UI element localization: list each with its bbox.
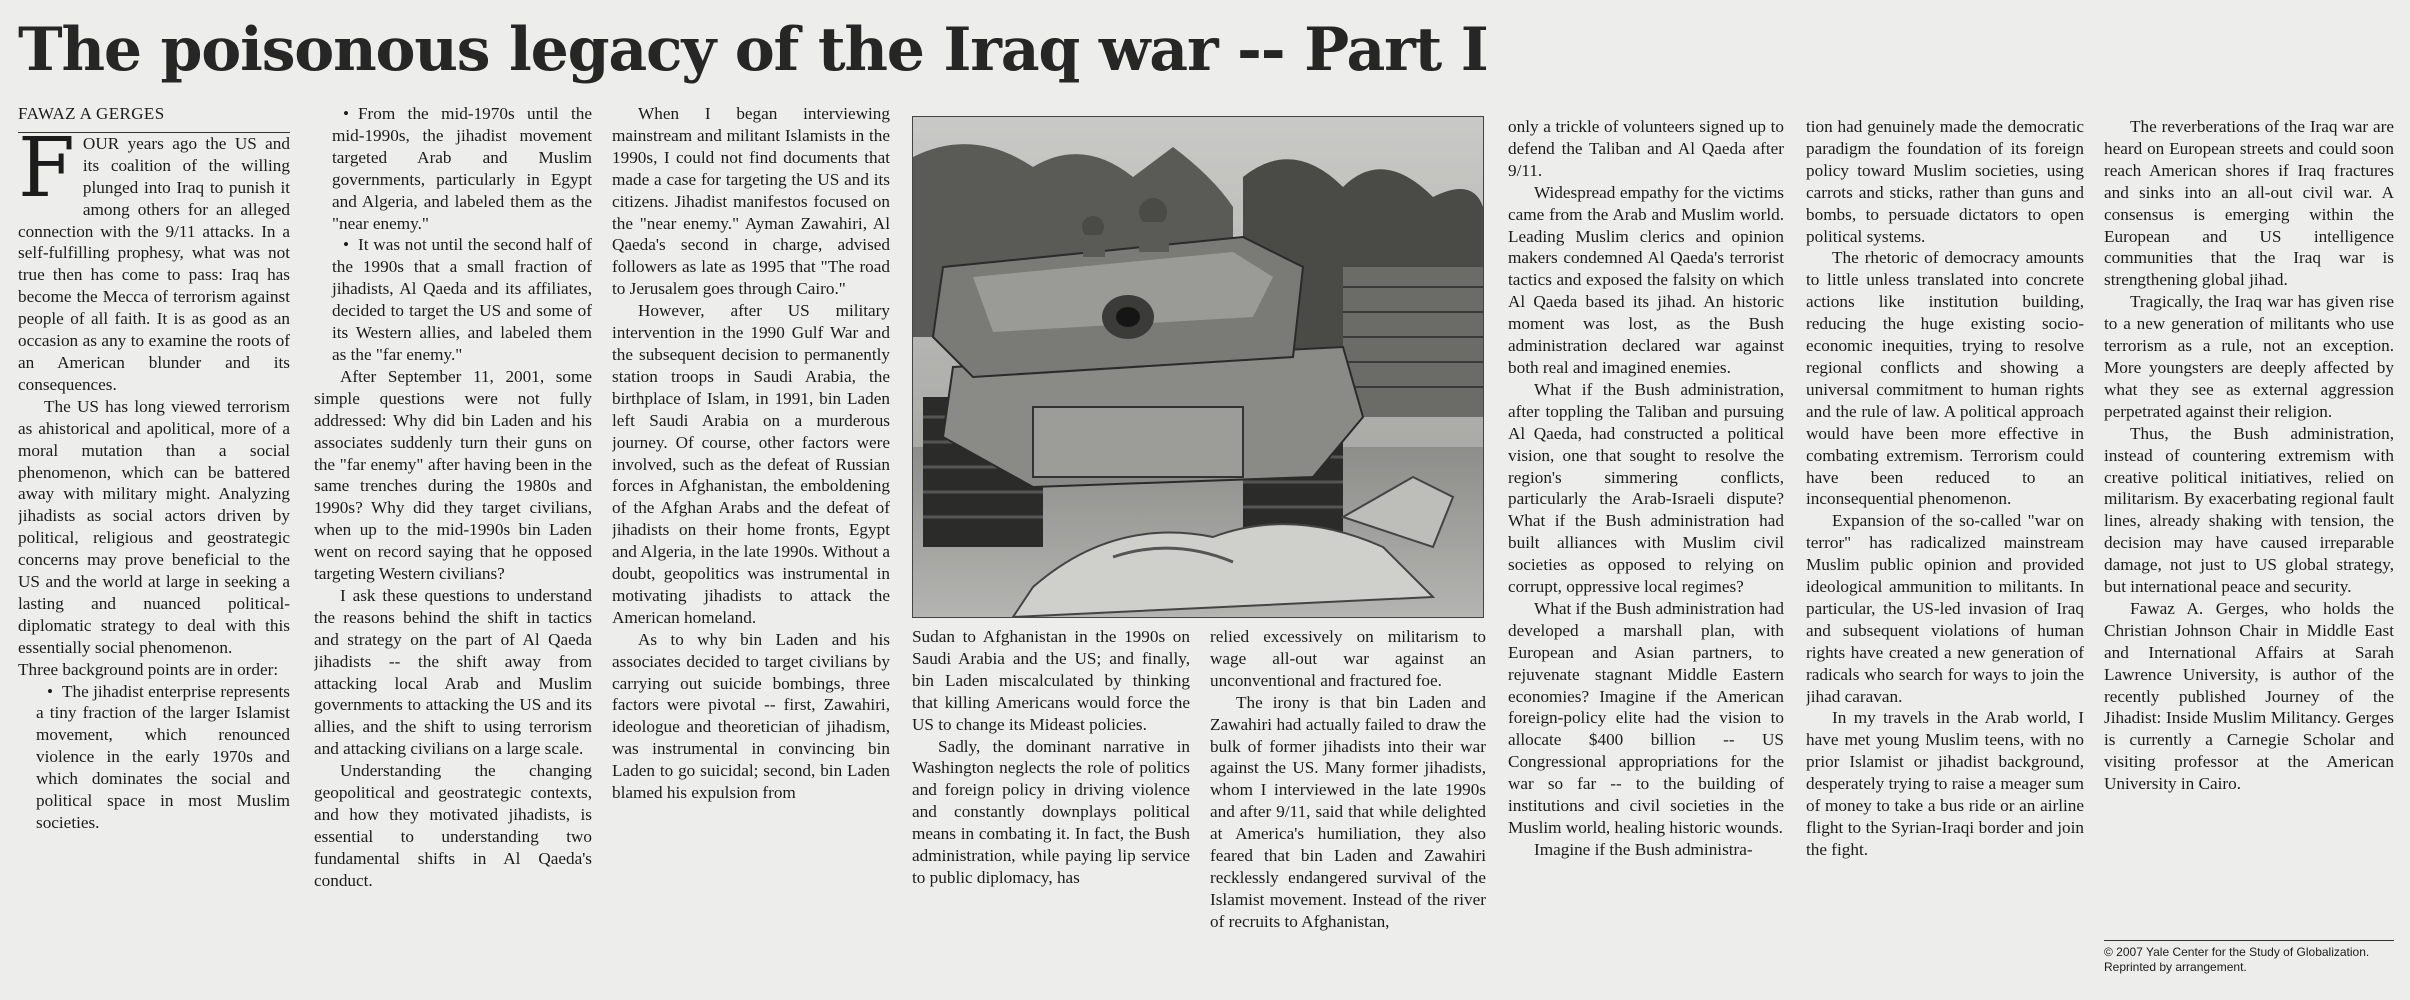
credit-line: Reprinted by arrangement. <box>2104 960 2247 974</box>
headline: The poisonous legacy of the Iraq war -- Part I <box>18 15 1488 85</box>
lead-text: OUR years ago the US and its coalition of the willing plunged into Iraq to punish it among others for an alleged connection with the 9/11 attacks. In a self-fulfilling prophesy, what was not true then has come to pass: Iraq has become the Mecca of terrorism against people of all faith. It is as good as an occasion as any to examine the roots of an American blunder and its consequences. <box>18 133 290 394</box>
article-column-1 <box>18 103 290 968</box>
article-column-7 <box>1806 116 2084 981</box>
paragraph: The US has long viewed terrorism as ahistorical and apolitical, more of a moral mutation than a social phenomenon, which can be battered away with military might. Analyzing jihadists as social actors driven by political, religious and geostrategic concerns may prove beneficial to the US and the world at large in seeking a lasting and nuanced political-diplomatic strategy to deal with this essentially social phenomenon. <box>18 396 290 657</box>
paragraph: Understanding the changing geopolitical and geostrategic contexts, and how they motivated jihadists, is essential to understanding two fundamental shifts in Al Qaeda's conduct. <box>314 761 592 890</box>
copyright-credit <box>2104 940 2394 975</box>
paragraph: tion had genuinely made the democratic paradigm the foundation of its foreign policy toward Muslim societies, using carrots and sticks, rather than guns and bombs, to persuade dictators to open political systems. <box>1806 117 2084 246</box>
paragraph: The irony is that bin Laden and Zawahiri had actually failed to draw the bulk of former jihadists into their war against the US. Many former jihadists, whom I interviewed in the late 1990s and after 9/11, said that while delighted at America's humiliation, they also feared that bin Laden and Zawahiri recklessly endangered survival of the Islamist movement. Instead of the river of recruits to Afghanistan, <box>1210 692 1486 931</box>
paragraph: The rhetoric of democracy amounts to little unless translated into concrete actions like institution building, reducing the huge existing socio-economic inequities, trying to resolve regional conflicts and showing a universal commitment to human rights and the rule of law. A political approach would have been more effective in combating extremism. Terrorism could have been reduced to an inconsequential phenomenon. <box>1806 248 2084 509</box>
paragraph: After September 11, 2001, some simple questions were not fully addressed: Why did bin Laden and his associates suddenly turn their guns on the "far enemy" after having been in the same trenches during the 1980s and 1990s? Why did they target civilians, when up to the mid-1990s bin Laden went on record saying that he opposed targeting Western civilians? <box>314 366 592 584</box>
paragraph: The reverberations of the Iraq war are heard on European streets and could soon reach American shores if Iraq fractures and sinks into an all-out civil war. A consensus is emerging within the European and US intelligence communities that the Iraq war is strengthening global jihad. <box>2104 117 2394 290</box>
paragraph: When I began interviewing mainstream and militant Islamists in the 1990s, I could not find documents that made a case for targeting the US and its citizens. Jihadist manifestos focused on the "near enemy." Ayman Zawahiri, Al Qaeda's second in charge, advised followers as late as 1995 that "The road to Jerusalem goes through Cairo." <box>612 104 890 299</box>
paragraph: Expansion of the so-called "war on terror" has radicalized mainstream Muslim public opinion and provided ideological ammunition to militants. In particular, the US-led invasion of Iraq and subsequent violations of human rights have created a new generation of radicals who search for ways to join the jihad caravan. <box>1806 511 2084 706</box>
article-column-2 <box>314 103 592 968</box>
tank-photo <box>912 116 1484 618</box>
byline: FAWAZ A GERGES <box>18 103 290 133</box>
paragraph: However, after US military intervention in the 1990 Gulf War and the subsequent decision to permanently station troops in Saudi Arabia, the birthplace of Islam, in 1991, bin Laden left Saudi Arabia on a murderous journey. Of course, other factors were involved, such as the defeat of Russian forces in Afghanistan, the emboldening of the Afghan Arabs and the defeat of jihadists on their home fronts, Egypt and Algeria, in the late 1990s. Without a doubt, geopolitics was instrumental in motivating jihadists to attack the American homeland. <box>612 301 890 627</box>
paragraph: Thus, the Bush administration, instead of countering extremism with creative political initiatives, relied on militarism. By exacerbating regional fault lines, already shaking with tension, the decision may have caused irreparable damage, not just to US global strategy, but international peace and security. <box>2104 423 2394 597</box>
paragraph: Widespread empathy for the victims came from the Arab and Muslim world. Leading Muslim clerics and opinion makers condemned Al Qaeda's terrorist tactics and exposed the falsity on which Al Qaeda based its jihad. An historic moment was lost, as the Bush administration declared war against both real and imagined enemies. <box>1508 182 1784 377</box>
article-column-3 <box>612 103 890 968</box>
paragraph: Sadly, the dominant narrative in Washington neglects the role of politics and foreign policy in driving violence and constantly downplays political means in combating it. In fact, the Bush administration, while paying lip service to public diplomacy, has <box>912 736 1190 887</box>
article-column-6 <box>1508 116 1784 981</box>
paragraph: As to why bin Laden and his associates decided to target civilians by carrying out suicide bombings, three factors were pivotal -- first, Zawahiri, ideologue and theoretician of jihadism, was instrumental in convincing bin Laden to go suicidal; second, bin Laden blamed his expulsion from <box>612 629 890 803</box>
bullet-point: • It was not until the second half of the 1990s that a small fraction of jihadists, Al Qaeda and its affiliates, decided to target the US and some of its Western allies, and labeled them as the "far enemy." <box>314 234 592 365</box>
bullet-point: • From the mid-1970s until the mid-1990s, the jihadist movement targeted Arab and Muslim governments, particularly in Egypt and Algeria, and labeled them as the "near enemy." <box>314 103 592 234</box>
bullet-point: • The jihadist enterprise represents a tiny fraction of the larger Islamist movement, which renounced violence in the early 1970s and which dominates the social and political space in most Muslim societies. <box>18 681 290 834</box>
paragraph: Imagine if the Bush administra- <box>1534 839 1753 859</box>
paragraph: Sudan to Afghanistan in the 1990s on Saudi Arabia and the US; and finally, bin Laden miscalculated by thinking that killing Americans would force the US to change its Mideast policies. <box>912 627 1190 734</box>
paragraph: What if the Bush administration had developed a marshall plan, with European and Asian partners, to rejuvenate stagnant Middle Eastern economies? Imagine if the American foreign-policy elite had the vision to allocate $400 billion -- US Congressional appropriations for the war so far -- to the building of institutions and civil societies in the Muslim world, healing historic wounds. <box>1508 598 1784 837</box>
paragraph: Three background points are in order: <box>18 659 279 679</box>
paragraph: In my travels in the Arab world, I have met young Muslim teens, with no prior Islamist or jihadist background, desperately trying to raise a meager sum of money to take a bus ride or an airline flight to the Syrian-Iraqi border and join the fight. <box>1806 708 2084 859</box>
credit-line: © 2007 Yale Center for the Study of Globalization. <box>2104 945 2370 959</box>
lead-paragraph <box>18 120 290 396</box>
paragraph: What if the Bush administration, after toppling the Taliban and pursuing Al Qaeda, had constructed a political vision, one that sought to resolve the region's simmering conflicts, particularly the Arab-Israeli dispute? What if the Bush administration had built alliances with Muslim civil societies as opposed to relying on corrupt, oppressive local regimes? <box>1508 379 1784 597</box>
paragraph: only a trickle of volunteers signed up to defend the Taliban and Al Qaeda after 9/11. <box>1508 117 1784 180</box>
dropcap: F <box>18 120 75 216</box>
author-bio: Fawaz A. Gerges, who holds the Christian Johnson Chair in Middle East and International Affairs at Sarah Lawrence University, is author of the recently published Journey of the Jihadist: Inside Muslim Militancy. Gerges is currently a Carnegie Scholar and visiting professor at the American University in Cairo. <box>2104 598 2394 794</box>
article-column-8 <box>2104 116 2394 931</box>
tank-illustration <box>913 117 1483 617</box>
article-column-5 <box>1210 626 1486 976</box>
paragraph: I ask these questions to understand the reasons behind the shift in tactics and strategy on the part of Al Qaeda jihadists -- the shift away from attacking local Arab and Muslim governments to attacking the US and its allies, and the shift to using terrorism and attacking civilians on a large scale. <box>314 585 592 759</box>
paragraph: relied excessively on militarism to wage all-out war against an unconventional and fractured foe. <box>1210 627 1486 690</box>
paragraph: Tragically, the Iraq war has given rise to a new generation of militants who use terrorism as a rule, not an exception. More youngsters are deeply affected by what they see as external aggression perpetrated against their religion. <box>2104 292 2394 421</box>
article-column-4 <box>912 626 1190 976</box>
